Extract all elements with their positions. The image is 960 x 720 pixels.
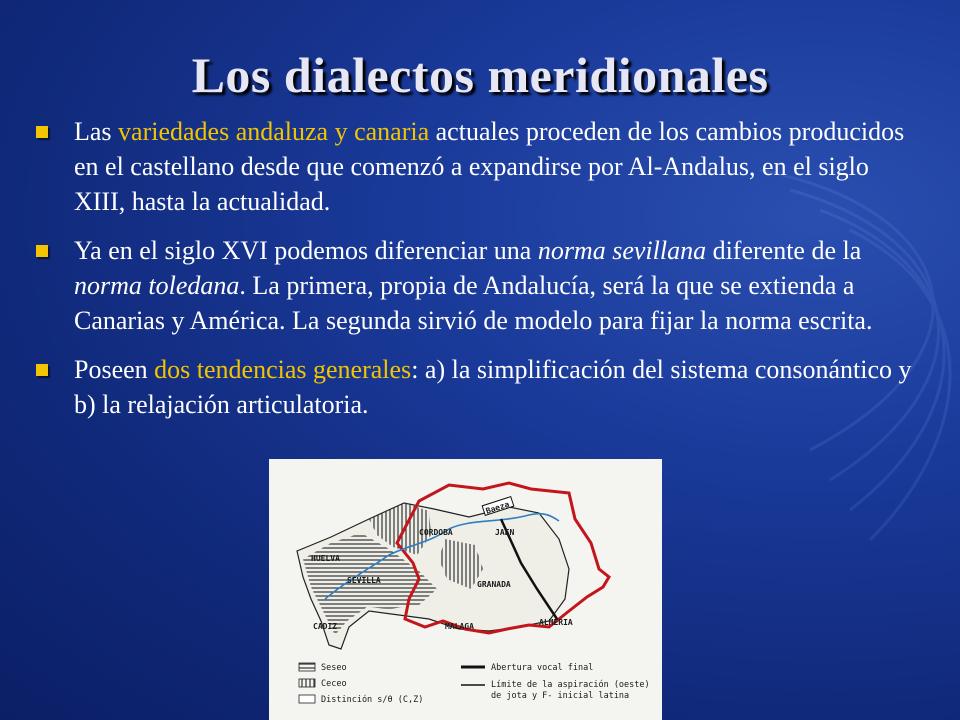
bullet-text: . La primera, propia de Andalucía, será la que se extienda a Canarias y América. La segunda sirvió de modelo para fijar la norma escrita.: [74, 271, 873, 335]
map-label-malaga: MALAGA: [445, 622, 474, 631]
bullet-list: [34, 114, 914, 436]
legend-swatch-ceceo: [299, 679, 315, 687]
italic-term: norma sevillana: [537, 236, 707, 265]
bullet-text: : a) la simplificación del sistema consonántico y b) la relajación articulatoria.: [74, 355, 912, 419]
bullet-text: Poseen: [74, 355, 155, 384]
legend-limite-line1: Límite de la aspiración (oeste): [491, 680, 650, 690]
map-label-granada: GRANADA: [477, 580, 511, 589]
map-label-jaen: JAEN: [495, 528, 515, 537]
legend-ceceo: Ceceo: [321, 679, 347, 689]
bullet-item-origin: [34, 114, 914, 219]
bullet-text: Las: [74, 117, 119, 146]
andalusia-dialect-map: [269, 459, 662, 720]
map-figure: [269, 459, 662, 720]
bullet-item-norms: [34, 233, 914, 338]
map-label-huelva: HUELVA: [311, 554, 340, 563]
map-legend: [299, 663, 650, 705]
legend-limite-line2: de jota y F- inicial latina: [491, 691, 630, 701]
map-label-cadiz: CADIZ: [313, 622, 338, 631]
legend-seseo: Seseo: [321, 663, 347, 673]
slide-title: Los dialectos meridionales: [191, 47, 769, 103]
bullet-item-tendencies: [34, 352, 914, 422]
map-label-sevilla: SEVILLA: [347, 576, 381, 585]
italic-term: norma toledana: [74, 271, 240, 300]
square-bullet-icon: [36, 364, 48, 376]
map-label-cordoba: CORDOBA: [419, 528, 453, 537]
highlighted-text: dos tendencias generales: [154, 355, 412, 384]
map-label-almeria: ALMERIA: [539, 618, 573, 627]
legend-swatch-distincion: [299, 695, 315, 703]
square-bullet-icon: [36, 126, 48, 138]
map-label-baeza: Baeza: [484, 499, 511, 516]
bullet-text: Ya en el siglo XVI podemos diferenciar una: [74, 236, 538, 265]
bullet-text: actuales proceden de los cambios producidos en el castellano desde que comenzó a expandirse por Al-Andalus, en el siglo XIII, hasta la actualidad.: [74, 117, 905, 216]
bullet-text: diferente de la: [706, 236, 862, 265]
square-bullet-icon: [36, 245, 48, 257]
legend-swatch-seseo: [299, 663, 315, 671]
legend-abertura: Abertura vocal final: [491, 663, 594, 673]
legend-distincion: Distinción s/θ (C,Z): [321, 695, 424, 705]
highlighted-text: variedades andaluza y canaria: [118, 117, 430, 146]
